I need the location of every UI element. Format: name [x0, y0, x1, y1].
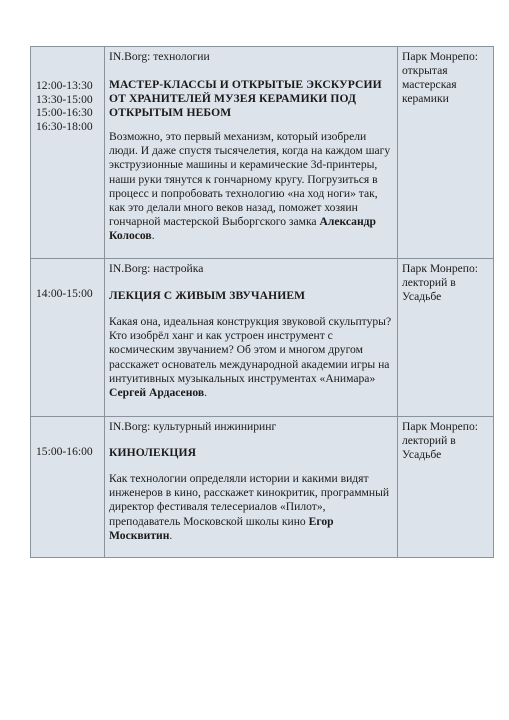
event-description-cell — [105, 417, 398, 558]
time-slots — [31, 259, 104, 301]
time-slots — [31, 417, 104, 459]
speaker-name: Егор Москвитин — [109, 514, 334, 542]
event-body-tail: . — [204, 386, 208, 400]
event-body — [105, 315, 397, 400]
event-description-cell — [105, 47, 398, 259]
event-body — [105, 130, 397, 244]
venue-text: Парк Монрепо: открытая мастерская керамики — [402, 50, 479, 105]
venue-text: Парк Монрепо: лекторий в Усадьбе — [402, 262, 479, 303]
event-title: КИНОЛЕКЦИЯ — [109, 446, 197, 459]
venue-cell — [398, 47, 494, 259]
time-slot: 15:00-16:30 — [36, 106, 93, 120]
event-tag: IN.Borg: культурный инжиниринг — [109, 420, 277, 433]
event-tag: IN.Borg: настройка — [109, 262, 204, 275]
table-row — [31, 259, 494, 417]
time-cell — [31, 259, 105, 417]
table-row — [31, 417, 494, 558]
time-slot: 15:00-16:00 — [36, 445, 93, 458]
time-slot: 16:30-18:00 — [36, 119, 93, 133]
time-slot: 14:00-15:00 — [36, 287, 93, 300]
event-title: ЛЕКЦИЯ С ЖИВЫМ ЗВУЧАНИЕМ — [109, 289, 306, 302]
event-description-cell — [105, 259, 398, 417]
time-slots — [31, 47, 104, 133]
event-tag: IN.Borg: технологии — [109, 50, 210, 63]
venue-cell — [398, 417, 494, 558]
speaker-name: Сергей Ардасенов — [109, 386, 205, 400]
venue-text: Парк Монрепо: лекторий в Усадьбе — [402, 420, 479, 461]
event-body-text: Возможно, это первый механизм, который изобрели люди. И даже спустя тысячелетия, когда на каждом шагу экструзионные машины и керамические 3d-принтеры, наши руки тянутся к гончарному кругу. Погрузиться в процесс и попробовать технологию «на ход ноги» так, как это делали много веков назад, поможет хозяин гончарной мастерской Выборгского замка — [109, 130, 391, 229]
table-row — [31, 47, 494, 259]
schedule-table — [30, 46, 494, 558]
event-body — [105, 472, 397, 543]
time-slot: 13:30-15:00 — [36, 92, 93, 106]
time-slot: 12:00-13:30 — [36, 79, 93, 92]
event-body-text: Какая она, идеальная конструкция звуковой скульптуры? Кто изобрёл ханг и как устроен инструмент с космическим звучанием? Об этом и многом другом расскажет основатель международной академии игры на интуитивных музыкальных инструментах «Анимара» — [109, 315, 392, 385]
time-cell — [31, 417, 105, 558]
time-cell — [31, 47, 105, 259]
speaker-name: Александр Колосов — [109, 215, 376, 243]
event-body-text: Как технологии определяли истории и какими видят инженеров в кино, расскажет кинокритик, программный директор фестиваля телесериалов «Пилот», преподаватель Московской школы кино — [109, 472, 390, 528]
event-body-tail: . — [151, 229, 155, 243]
event-title: МАСТЕР-КЛАССЫ И ОТКРЫТЫЕ ЭКСКУРСИИ ОТ ХРАНИТЕЛЕЙ МУЗЕЯ КЕРАМИКИ ПОД ОТКРЫТЫМ НЕБОМ — [109, 78, 382, 119]
venue-cell — [398, 259, 494, 417]
event-body-tail: . — [169, 528, 173, 542]
